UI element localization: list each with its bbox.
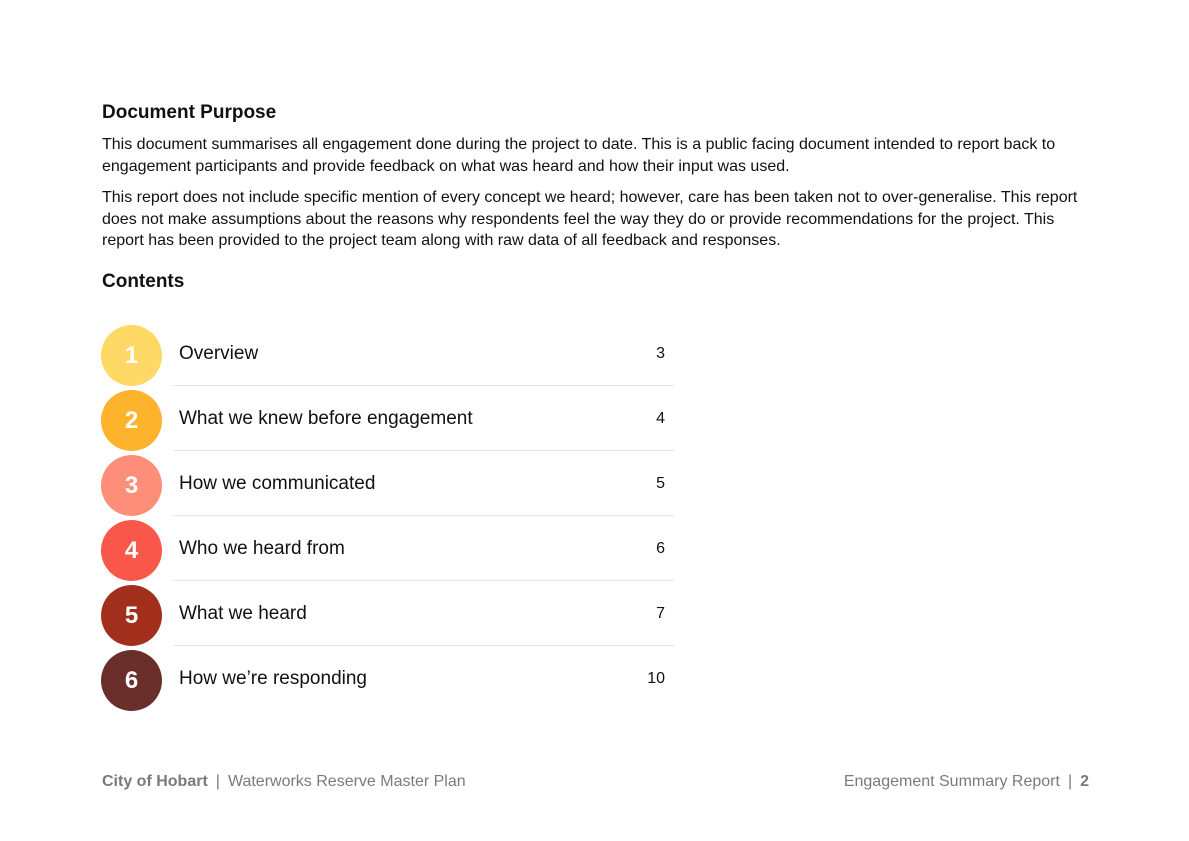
footer-page-number: 2 [1080,773,1089,790]
footer-separator: | [215,773,220,790]
purpose-paragraph-2: This report does not include specific mention of every concept we heard; however, care has been taken not to over-generalise. This report does not make assumptions about the reasons why respondents feel the way they do or provide recommendations for the project. This report has been provided to the project team along with raw data of all feedback and responses. [102,189,1078,249]
toc-divider [173,645,674,646]
footer-organisation: City of Hobart [102,773,208,790]
toc-page-number: 10 [647,670,665,687]
toc-item-title: What we heard [179,603,307,624]
toc-number-circle: 1 [101,325,162,386]
toc-page-number: 6 [656,540,665,557]
footer-right [844,772,1089,792]
document-body [102,100,1092,295]
toc-page-number: 5 [656,475,665,492]
toc-item-how-we-are-responding[interactable] [101,650,674,715]
toc-page-number: 4 [656,410,665,427]
toc-item-title: Overview [179,343,259,364]
toc-number-circle: 3 [101,455,162,516]
toc-page-number: 7 [656,605,665,622]
toc-divider [173,450,674,451]
toc-divider [173,385,674,386]
footer-report-title: Engagement Summary Report [843,773,1060,790]
toc-item-title: How we’re responding [179,668,367,689]
table-of-contents [101,325,674,715]
toc-item-how-we-communicated[interactable] [101,455,674,520]
toc-number-circle: 2 [101,390,162,451]
footer-left [102,772,466,792]
toc-item-overview[interactable] [101,325,674,390]
toc-divider [173,580,674,581]
toc-number-circle: 4 [101,520,162,581]
toc-item-title: Who we heard from [179,538,345,559]
footer-separator: | [1067,773,1073,790]
page-footer [102,772,1089,792]
contents-heading: Contents [102,270,185,292]
toc-number-circle: 6 [101,650,162,711]
toc-page-number: 3 [656,345,665,362]
document-purpose-heading: Document Purpose [102,102,277,123]
toc-item-what-we-knew[interactable] [101,390,674,455]
toc-item-what-we-heard[interactable] [101,585,674,650]
toc-item-title: How we communicated [179,473,376,494]
footer-project-name: Waterworks Reserve Master Plan [227,773,466,790]
toc-item-title: What we knew before engagement [179,408,473,429]
purpose-paragraph-1: This document summarises all engagement done during the project to date. This is a public facing document intended to report back to engagement participants and provide feedback on what was heard and how their input was used. [102,136,1056,175]
toc-divider [173,515,674,516]
toc-number-circle: 5 [101,585,162,646]
toc-item-who-we-heard-from[interactable] [101,520,674,585]
